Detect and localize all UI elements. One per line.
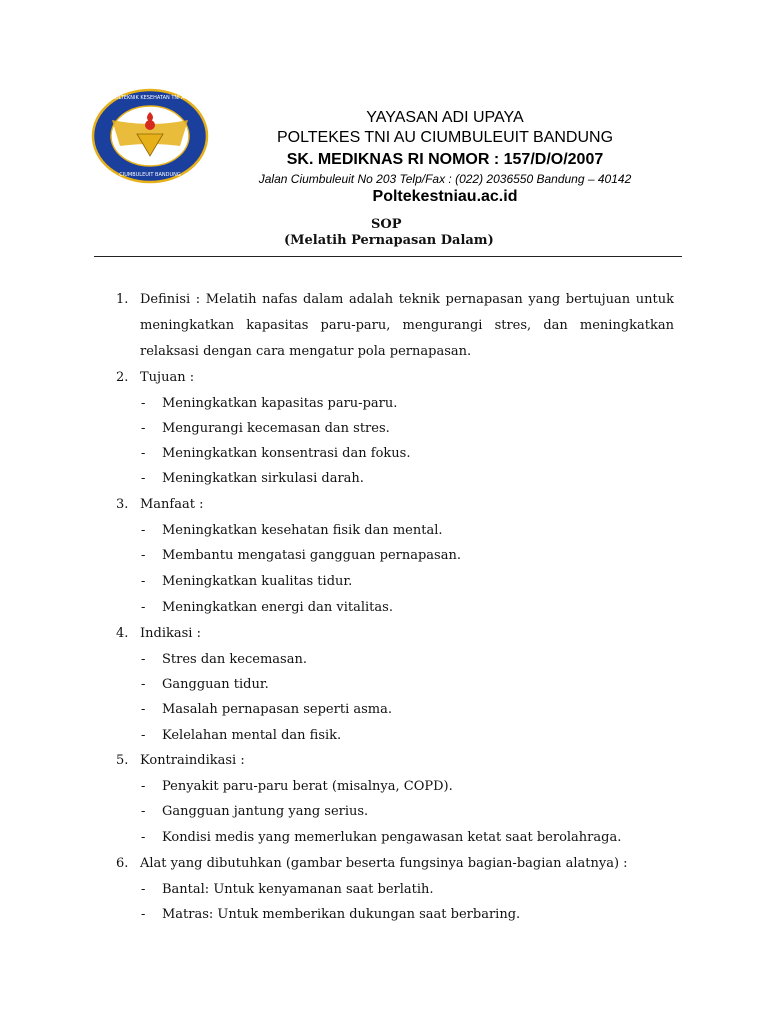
doc-subtitle: (Melatih Pernapasan Dalam)	[284, 233, 494, 248]
logo-text-top: POLTEKNIK KESEHATAN TNI AU	[111, 95, 189, 101]
list-item: Kelelahan mental dan fisik.	[162, 728, 342, 743]
list-item: Gangguan tidur.	[162, 677, 269, 692]
website: Poltekestniau.ac.id	[372, 188, 518, 205]
list-item: Bantal: Untuk kenyamanan saat berlatih.	[162, 882, 434, 897]
section-number: 1.	[116, 292, 129, 307]
section-heading: Alat yang dibutuhkan (gambar beserta fungsinya bagian-bagian alatnya) :	[140, 856, 628, 871]
bullet-dash: -	[141, 702, 146, 717]
bullet-dash: -	[141, 574, 146, 589]
list-item: Masalah pernapasan seperti asma.	[162, 702, 392, 717]
list-item: Membantu mengatasi gangguan pernapasan.	[162, 548, 461, 563]
header-divider	[94, 256, 682, 257]
list-item: Meningkatkan energi dan vitalitas.	[162, 600, 393, 615]
list-item: Stres dan kecemasan.	[162, 652, 307, 667]
logo-text-bottom: CIUMBULEUIT BANDUNG	[119, 172, 181, 178]
list-item: Meningkatkan kesehatan fisik dan mental.	[162, 523, 443, 538]
section-heading: Tujuan :	[140, 370, 195, 385]
doc-title: SOP	[371, 217, 402, 232]
bullet-dash: -	[141, 882, 146, 897]
section-number: 2.	[116, 370, 129, 385]
bullet-dash: -	[141, 779, 146, 794]
bullet-dash: -	[141, 652, 146, 667]
address: Jalan Ciumbuleuit No 203 Telp/Fax : (022) 2036550 Bandung – 40142	[258, 172, 632, 186]
definition-line: Definisi : Melatih nafas dalam adalah teknik pernapasan yang bertujuan untuk	[140, 292, 674, 307]
list-item: Meningkatkan konsentrasi dan fokus.	[162, 446, 411, 461]
bullet-dash: -	[141, 804, 146, 819]
list-item: Penyakit paru-paru berat (misalnya, COPD).	[162, 779, 453, 794]
list-item: Mengurangi kecemasan dan stres.	[162, 421, 390, 436]
section-heading: Manfaat :	[140, 497, 204, 512]
section-heading: Kontraindikasi :	[140, 753, 245, 768]
section-number: 3.	[116, 497, 129, 512]
list-item: Meningkatkan sirkulasi darah.	[162, 471, 364, 486]
bullet-dash: -	[141, 677, 146, 692]
decree-number: SK. MEDIKNAS RI NOMOR : 157/D/O/2007	[286, 151, 604, 168]
section-number: 5.	[116, 753, 129, 768]
bullet-dash: -	[141, 523, 146, 538]
bullet-dash: -	[141, 421, 146, 436]
bullet-dash: -	[141, 548, 146, 563]
section-number: 4.	[116, 626, 129, 641]
list-item: Meningkatkan kualitas tidur.	[162, 574, 353, 589]
section-number: 6.	[116, 856, 129, 871]
bullet-dash: -	[141, 600, 146, 615]
list-item: Matras: Untuk memberikan dukungan saat berbaring.	[162, 907, 521, 922]
bullet-dash: -	[141, 446, 146, 461]
list-item: Gangguan jantung yang serius.	[162, 804, 369, 819]
institution-logo	[90, 86, 210, 186]
list-item: Kondisi medis yang memerlukan pengawasan ketat saat berolahraga.	[162, 830, 622, 845]
bullet-dash: -	[141, 830, 146, 845]
definition-line: relaksasi dengan cara mengatur pola pernapasan.	[140, 344, 472, 359]
list-item: Meningkatkan kapasitas paru-paru.	[162, 396, 398, 411]
bullet-dash: -	[141, 728, 146, 743]
definition-line: meningkatkan kapasitas paru-paru, mengurangi stres, dan meningkatkan	[140, 318, 674, 333]
institution-name: POLTEKES TNI AU CIUMBULEUIT BANDUNG	[276, 129, 614, 146]
bullet-dash: -	[141, 396, 146, 411]
bullet-dash: -	[141, 471, 146, 486]
section-heading: Indikasi :	[140, 626, 201, 641]
bullet-dash: -	[141, 907, 146, 922]
foundation-name: YAYASAN ADI UPAYA	[366, 109, 524, 126]
